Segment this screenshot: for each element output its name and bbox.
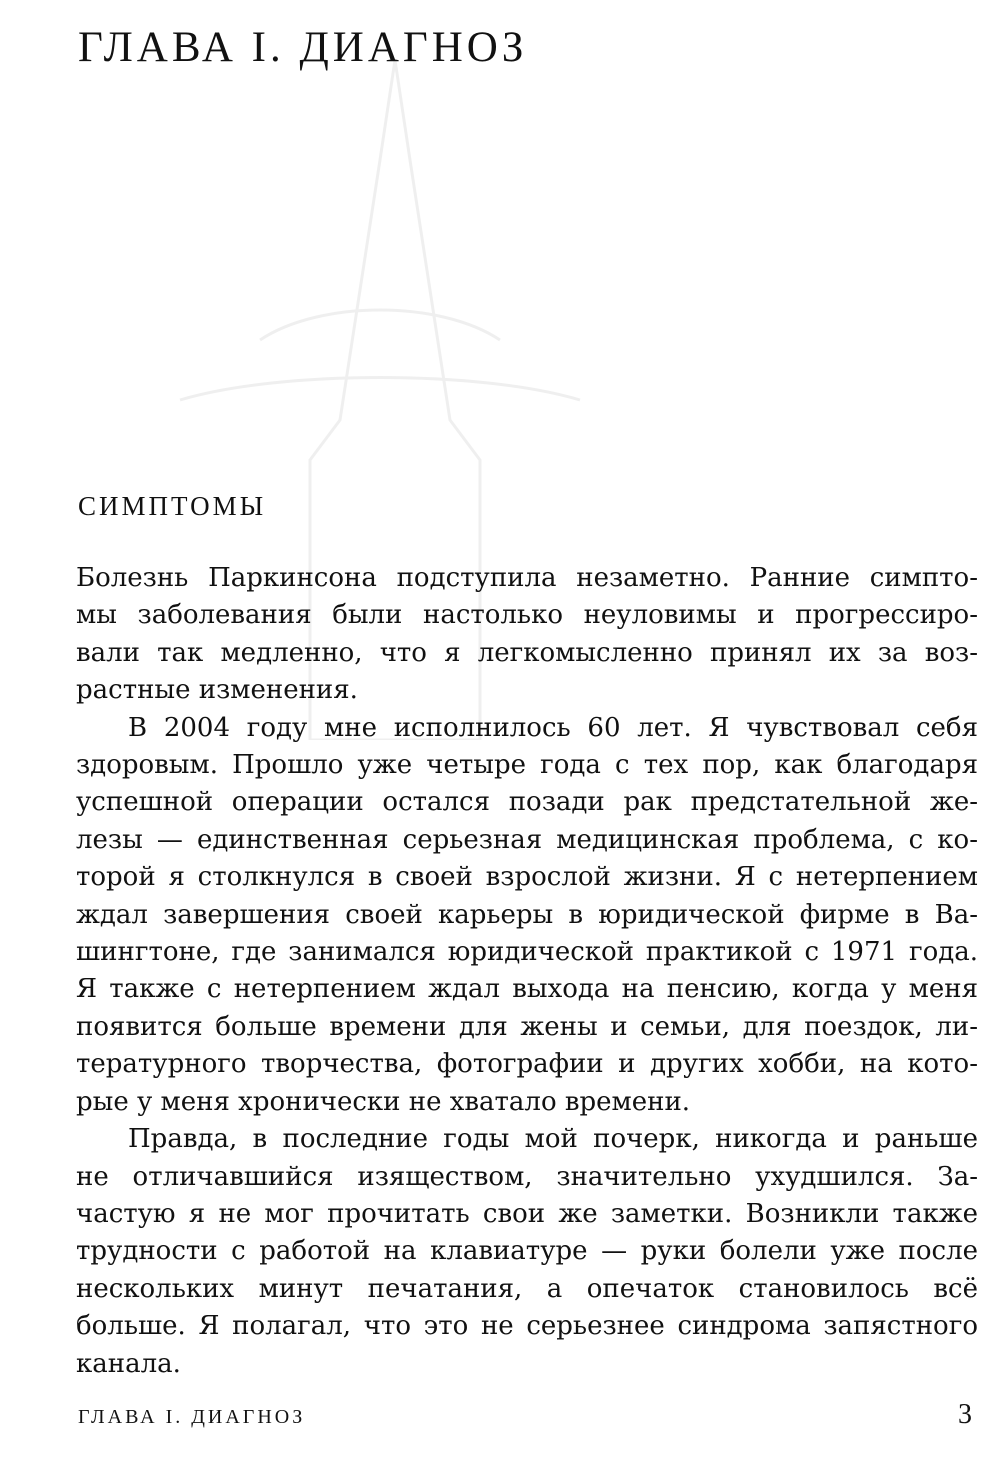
paragraph-3 bbox=[76, 1121, 978, 1383]
text-line: не отличавшийся изяществом, значительно ухудшился. За- bbox=[76, 1161, 978, 1192]
text-line: трудности с работой на клавиатуре — руки болели уже после bbox=[76, 1236, 978, 1267]
text-line: Правда, в последние годы мой почерк, никогда и раньше bbox=[128, 1124, 978, 1155]
section-title: СИМПТОМЫ bbox=[78, 491, 267, 521]
paragraph-2 bbox=[76, 710, 978, 1121]
text-line: больше. Я полагал, что это не серьезнее синдрома запястного bbox=[76, 1311, 978, 1342]
page-number: 3 bbox=[958, 1399, 972, 1430]
text-line: мы заболевания были настолько неуловимы и прогрессиро- bbox=[76, 600, 978, 631]
text-line: В 2004 году мне исполнилось 60 лет. Я чувствовал себя bbox=[128, 712, 978, 743]
text-line: лезы — единственная серьезная медицинская проблема, с ко- bbox=[76, 824, 978, 855]
text-line: вали так медленно, что я легкомысленно принял их за воз- bbox=[76, 637, 978, 668]
text-line: шингтоне, где занимался юридической практикой с 1971 года. bbox=[76, 937, 978, 968]
paragraph-1 bbox=[76, 560, 978, 710]
text-line: нескольких минут печатания, а опечаток становилось всё bbox=[76, 1273, 978, 1304]
footer-running-title: ГЛАВА I. ДИАГНОЗ bbox=[78, 1406, 306, 1428]
chapter-title: ГЛАВА I. ДИАГНОЗ bbox=[78, 24, 528, 71]
text-line: появится больше времени для жены и семьи, для поездок, ли- bbox=[76, 1011, 978, 1042]
text-line: успешной операции остался позади рак предстательной же- bbox=[76, 787, 978, 818]
text-line: канала. bbox=[76, 1348, 181, 1379]
text-line: Я также с нетерпением ждал выхода на пенсию, когда у меня bbox=[76, 974, 978, 1005]
text-line: растные изменения. bbox=[76, 675, 358, 706]
body-text bbox=[76, 560, 978, 1383]
text-line: ждал завершения своей карьеры в юридической фирме в Ва- bbox=[76, 899, 978, 930]
text-line: торой я столкнулся в своей взрослой жизни. Я с нетерпением bbox=[76, 862, 978, 893]
text-line: здоровым. Прошло уже четыре года с тех пор, как благодаря bbox=[76, 750, 978, 781]
text-line: рые у меня хронически не хватало времени. bbox=[76, 1086, 691, 1117]
text-line: Болезнь Паркинсона подступила незаметно. Ранние симпто- bbox=[76, 563, 978, 593]
text-line: тературного творчества, фотографии и других хобби, на кото- bbox=[76, 1049, 978, 1080]
text-line: частую я не мог прочитать свои же заметки. Возникли также bbox=[76, 1198, 978, 1229]
